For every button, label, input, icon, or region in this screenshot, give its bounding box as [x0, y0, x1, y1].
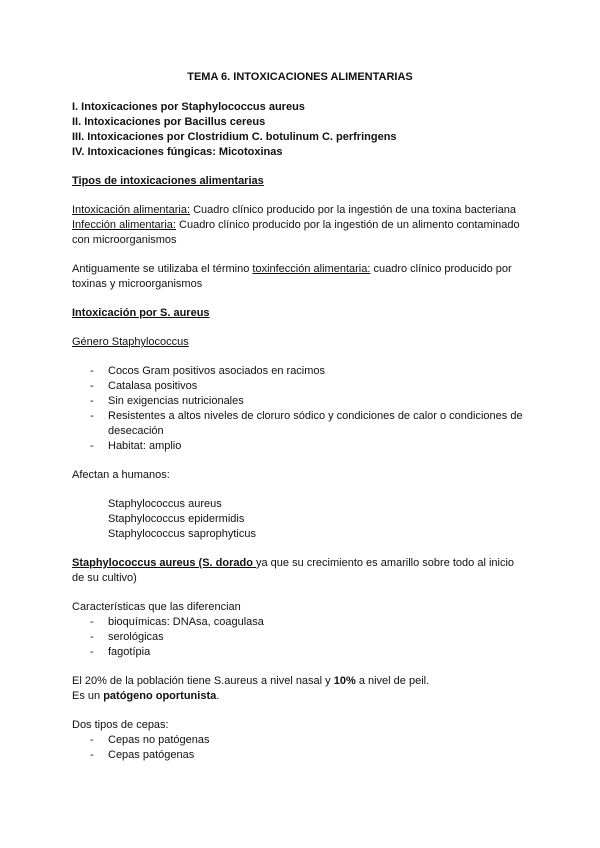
bullet-dash: -: [90, 440, 94, 452]
poblacion-line: [72, 674, 429, 689]
afectan-label: Afectan a humanos:: [72, 469, 170, 481]
patogeno-pre: Es un: [72, 690, 104, 702]
saureus-bold: Staphylococcus aureus (S. dorado: [72, 557, 256, 569]
poblacion-pre: El 20% de la población tiene S.aureus a nivel nasal y: [72, 675, 334, 687]
cepas-item-2: Cepas patógenas: [108, 749, 195, 761]
bullet-dash: -: [90, 631, 94, 643]
caracteristicas-item-1: bioquímicas: DNAsa, coagulasa: [108, 616, 264, 628]
term-toxinfeccion: toxinfección alimentaria:: [252, 263, 371, 275]
definition-intoxicacion: [72, 203, 516, 218]
term-intoxicacion: Intoxicación alimentaria:: [72, 204, 191, 216]
toc-item-1: I. Intoxicaciones por Staphylococcus aureus: [72, 101, 305, 113]
patogeno-bold: patógeno oportunista: [103, 690, 217, 702]
definition-intoxicacion-text: Cuadro clínico producido por la ingestión de una toxina bacteriana: [190, 204, 516, 216]
saureus-paragraph-cont: de su cultivo): [72, 572, 137, 584]
genero-item-5: Habitat: amplio: [108, 440, 182, 452]
toc-item-4: IV. Intoxicaciones fúngicas: Micotoxinas: [72, 146, 283, 158]
genero-item-4: Resistentes a altos niveles de cloruro sódico y condiciones de calor o condiciones de: [108, 410, 523, 422]
bullet-dash: -: [90, 646, 94, 658]
genero-heading: Género Staphylococcus: [72, 336, 189, 348]
poblacion-bold: 10%: [333, 675, 356, 687]
species-3: Staphylococcus saprophyticus: [108, 528, 256, 540]
bullet-dash: -: [90, 616, 94, 628]
toc-item-2: II. Intoxicaciones por Bacillus cereus: [72, 116, 266, 128]
bullet-dash: -: [90, 365, 94, 377]
definition-infeccion-cont: con microorganismos: [72, 234, 177, 246]
antiguamente-pre: Antiguamente se utilizaba el término: [72, 263, 253, 275]
saureus-paragraph: [72, 556, 514, 571]
cepas-label: Dos tipos de cepas:: [72, 719, 169, 731]
genero-item-2: Catalasa positivos: [108, 380, 198, 392]
species-2: Staphylococcus epidermidis: [108, 513, 245, 525]
toc-item-3: III. Intoxicaciones por Clostridium C. botulinum C. perfringens: [72, 131, 397, 143]
bullet-dash: -: [90, 395, 94, 407]
caracteristicas-item-3: fagotípia: [108, 646, 151, 658]
caracteristicas-label: Características que las diferencian: [72, 601, 241, 613]
tipos-heading: Tipos de intoxicaciones alimentarias: [72, 175, 264, 187]
saureus-heading: Intoxicación por S. aureus: [72, 307, 210, 319]
genero-item-4-cont: desecación: [108, 425, 164, 437]
cepas-item-1: Cepas no patógenas: [108, 734, 210, 746]
definition-infeccion-text: Cuadro clínico producido por la ingestión de un alimento contaminado: [175, 219, 520, 231]
antiguamente-cont: toxinas y microorganismos: [72, 278, 203, 290]
antiguamente-post: cuadro clínico producido por: [370, 263, 512, 275]
saureus-text: ya que su crecimiento es amarillo sobre todo al inicio: [256, 557, 515, 569]
bullet-dash: -: [90, 410, 94, 422]
page-title: TEMA 6. INTOXICACIONES ALIMENTARIAS: [187, 71, 413, 83]
definition-infeccion: [72, 218, 520, 233]
bullet-dash: -: [90, 380, 94, 392]
genero-item-3: Sin exigencias nutricionales: [108, 395, 244, 407]
bullet-dash: -: [90, 734, 94, 746]
poblacion-post: a nivel de peil.: [355, 675, 430, 687]
antiguamente-line: [72, 262, 512, 277]
genero-item-1: Cocos Gram positivos asociados en racimos: [108, 365, 326, 377]
patogeno-line: [72, 689, 219, 704]
caracteristicas-item-2: serológicas: [108, 631, 164, 643]
species-1: Staphylococcus aureus: [108, 498, 222, 510]
bullet-dash: -: [90, 749, 94, 761]
term-infeccion: Infección alimentaria:: [72, 219, 176, 231]
patogeno-post: .: [216, 690, 220, 702]
